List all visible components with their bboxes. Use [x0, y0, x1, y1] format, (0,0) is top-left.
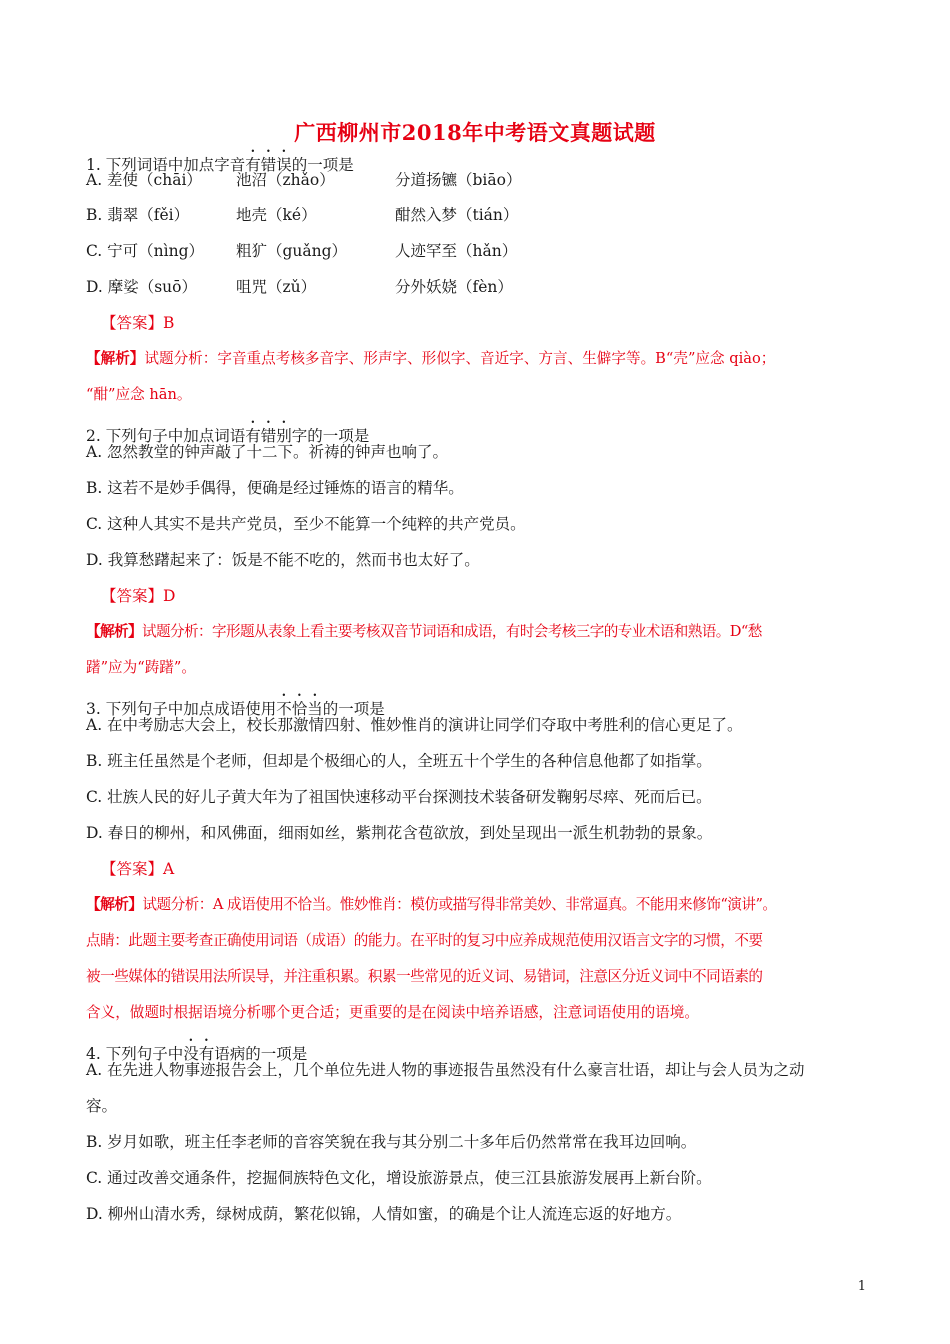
q1-stem-pre: 1. 下列词语中加点字音 [86, 156, 246, 174]
q2-stem-post: 字的一项是 [291, 427, 370, 445]
q1-option-c [86, 241, 786, 261]
q1-c-word3: 人迹罕至（hǎn） [395, 242, 518, 260]
q3-analysis-line1 [86, 895, 777, 915]
q1-analysis-line1 [86, 349, 775, 369]
analysis-tag: 【解析】 [86, 623, 142, 640]
answer-value: A [163, 860, 175, 878]
analysis-tag: 【解析】 [86, 896, 143, 913]
q1-c-word2: 粗犷（guǎng） [236, 242, 348, 260]
q1-analysis-line2: “酣”应念 hān。 [86, 386, 192, 403]
answer-tag: 【答案】 [101, 860, 164, 878]
q3-analysis-line4: 含义，做题时根据语境分析哪个更合适；更重要的是在阅读中培养语感，注意词语使用的语境。 [86, 1004, 699, 1021]
analysis-text: 试题分析：字音重点考核多音字、形声字、形似字、音近字、方言、生僻字等。B“壳”应念 qiào； [144, 350, 776, 367]
q4-stem-dotted: 没有 [183, 1045, 215, 1063]
q3-option-c: C. 壮族人民的好儿子黄大年为了祖国快速移动平台探测技术装备研发鞠躬尽瘁、死而后已。 [86, 788, 712, 806]
q3-stem-pre: 3. 下列句子中加点成语使用 [86, 700, 277, 718]
q1-c-word1: C. 宁可（nìng） [86, 242, 205, 260]
q1-b-word1: B. 翡翠（fěi） [86, 206, 190, 224]
analysis-text: 试题分析：字形题从表象上看主要考核双音节词语和成语，有时会考核三字的专业术语和熟语。D“愁 [141, 623, 762, 640]
q2-stem-dotted: 有错别 [245, 427, 292, 445]
q1-a-word2: 池沼（zhǎo） [236, 171, 335, 189]
q2-stem-pre: 2. 下列句子中加点词语 [86, 427, 246, 445]
q4-stem-post: 语病的一项是 [214, 1045, 308, 1063]
q3-option-d: D. 春日的柳州，和风佛面，细雨如丝，紫荆花含苞欲放，到处呈现出一派生机勃勃的景象。 [86, 824, 713, 842]
page-title: 广西柳州市2018年中考语文真题试题 [294, 120, 656, 145]
q1-a-word3: 分道扬镳（biāo） [395, 171, 522, 189]
q3-analysis-line2: 点睛：此题主要考查正确使用词语（成语）的能力。在平时的复习中应养成规范使用汉语言文字的习惯，不要 [86, 932, 763, 949]
q4-option-c: C. 通过改善交通条件，挖掘侗族特色文化，增设旅游景点，使三江县旅游发展再上新台阶。 [86, 1169, 712, 1187]
q1-option-d [86, 277, 786, 297]
answer-value: D [163, 587, 176, 605]
q2-analysis-line1 [86, 622, 762, 642]
q1-d-word1: D. 摩娑（suō） [86, 278, 197, 296]
q3-option-a: A. 在中考励志大会上，校长那激情四射、惟妙惟肖的演讲让同学们夺取中考胜利的信心更足了。 [86, 716, 743, 734]
q1-b-word2: 地壳（ké） [236, 206, 317, 224]
q2-option-b: B. 这若不是妙手偶得，便确是经过锤炼的语言的精华。 [86, 479, 464, 497]
q1-d-word2: 咀咒（zǔ） [236, 278, 317, 296]
q3-analysis-line3: 被一些媒体的错误用法所误导，并注重积累。积累一些常见的近义词、易错词，注意区分近义词中不同语素的 [86, 968, 763, 985]
q3-answer [101, 859, 174, 879]
q1-option-b [86, 205, 786, 225]
q1-b-word3: 酣然入梦（tián） [395, 206, 519, 224]
q2-option-a: A. 忽然教堂的钟声敲了十二下。祈祷的钟声也响了。 [86, 443, 449, 461]
q2-answer [101, 586, 175, 606]
q4-option-d: D. 柳州山清水秀，绿树成荫，繁花似锦，人情如蜜，的确是个让人流连忘返的好地方。 [86, 1205, 682, 1223]
q3-option-b: B. 班主任虽然是个老师，但却是个极细心的人，全班五十个学生的各种信息他都了如指掌。 [86, 752, 712, 770]
q4-option-a: A. 在先进人物事迹报告会上，几个单位先进人物的事迹报告虽然没有什么豪言壮语，却让与会人员为之动 [86, 1061, 805, 1079]
answer-value: B [163, 314, 175, 332]
q4-option-a-cont: 容。 [86, 1097, 118, 1115]
page-number: 1 [857, 1279, 866, 1294]
q2-analysis-line2: 躇”应为“踌躇”。 [86, 659, 196, 676]
q1-option-a [86, 170, 786, 190]
q3-stem-dotted: 不恰当 [276, 700, 323, 718]
q1-d-word3: 分外妖娆（fèn） [395, 278, 513, 296]
q2-option-c: C. 这种人其实不是共产党员，至少不能算一个纯粹的共产党员。 [86, 515, 526, 533]
q1-answer [101, 313, 174, 333]
q4-stem-pre: 4. 下列句子中 [86, 1045, 184, 1063]
answer-tag: 【答案】 [101, 587, 164, 605]
q1-a-word1: A. 差使（chāi） [86, 171, 202, 189]
analysis-tag: 【解析】 [86, 350, 145, 367]
q3-stem-post: 的一项是 [322, 700, 385, 718]
analysis-text: 试题分析：A 成语使用不恰当。惟妙惟肖：模仿或描写得非常美妙、非常逼真。不能用来修饰“演讲”。 [142, 896, 777, 913]
q2-option-d: D. 我算愁躇起来了：饭是不能不吃的，然而书也太好了。 [86, 551, 480, 569]
answer-tag: 【答案】 [101, 314, 164, 332]
q1-stem-dotted: 有错误 [245, 156, 292, 174]
q1-stem-post: 的一项是 [291, 156, 354, 174]
q4-option-b: B. 岁月如歌，班主任李老师的音容笑貌在我与其分别二十多年后仍然常常在我耳边回响。 [86, 1133, 697, 1151]
